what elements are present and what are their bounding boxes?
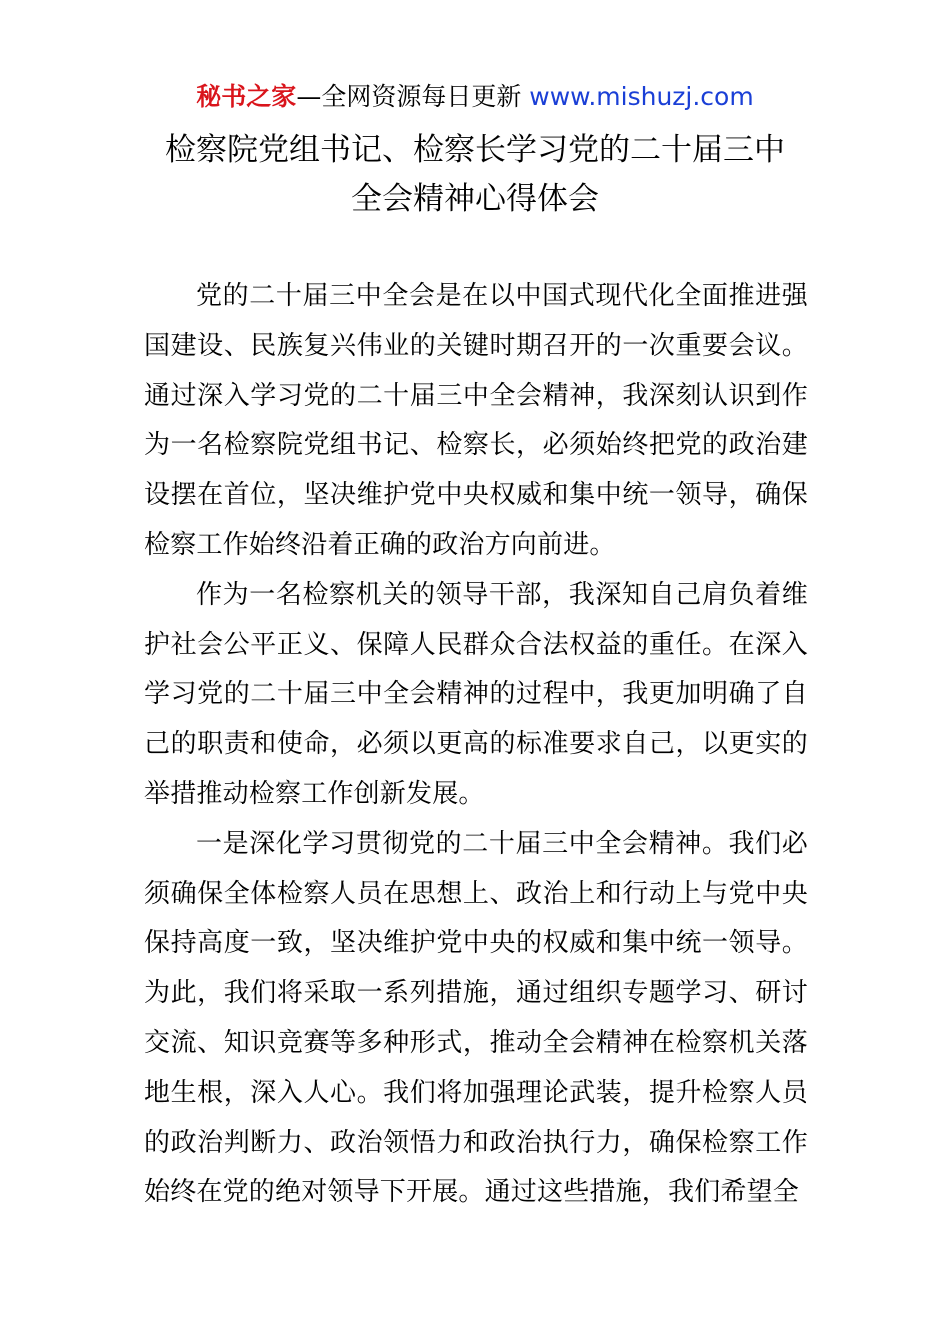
paragraph-2: 作为一名检察机关的领导干部，我深知自己肩负着维护社会公平正义、保障人民群众合法权益的重任。在深入学习党的二十届三中全会精神的过程中，我更加明确了自己的职责和使命，必须以更高的标准要求自己，以更实的举措推动检察工作创新发展。 xyxy=(144,579,808,809)
document-body xyxy=(144,272,808,1218)
paragraph-1: 党的二十届三中全会是在以中国式现代化全面推进强国建设、民族复兴伟业的关键时期召开的一次重要会议。通过深入学习党的二十届三中全会精神，我深刻认识到作为一名检察院党组书记、检察长，必须始终把党的政治建设摆在首位，坚决维护党中央权威和集中统一领导，确保检察工作始终沿着正确的政治方向前进。 xyxy=(144,281,808,560)
title-line-2: 全会精神心得体会 xyxy=(351,181,599,217)
paragraph-3: 一是深化学习贯彻党的二十届三中全会精神。我们必须确保全体检察人员在思想上、政治上和行动上与党中央保持高度一致，坚决维护党中央的权威和集中统一领导。为此，我们将采取一系列措施，通过组织专题学习、研讨交流、知识竞赛等多种形式，推动全会精神在检察机关落地生根，深入人心。我们将加强理论武装，提升检察人员的政治判断力、政治领悟力和政治执行力，确保检察工作始终在党的绝对领导下开展。通过这些措施，我们希望全 xyxy=(144,828,808,1208)
site-url-link[interactable]: www.mishuzj.com xyxy=(529,82,754,111)
brand-name: 秘书之家 xyxy=(196,82,297,111)
title-line-1: 检察院党组书记、检察长学习党的二十届三中 xyxy=(165,132,785,168)
document-title xyxy=(0,126,950,224)
header-tagline: —全网资源每日更新 xyxy=(296,82,522,111)
site-header xyxy=(0,80,950,114)
